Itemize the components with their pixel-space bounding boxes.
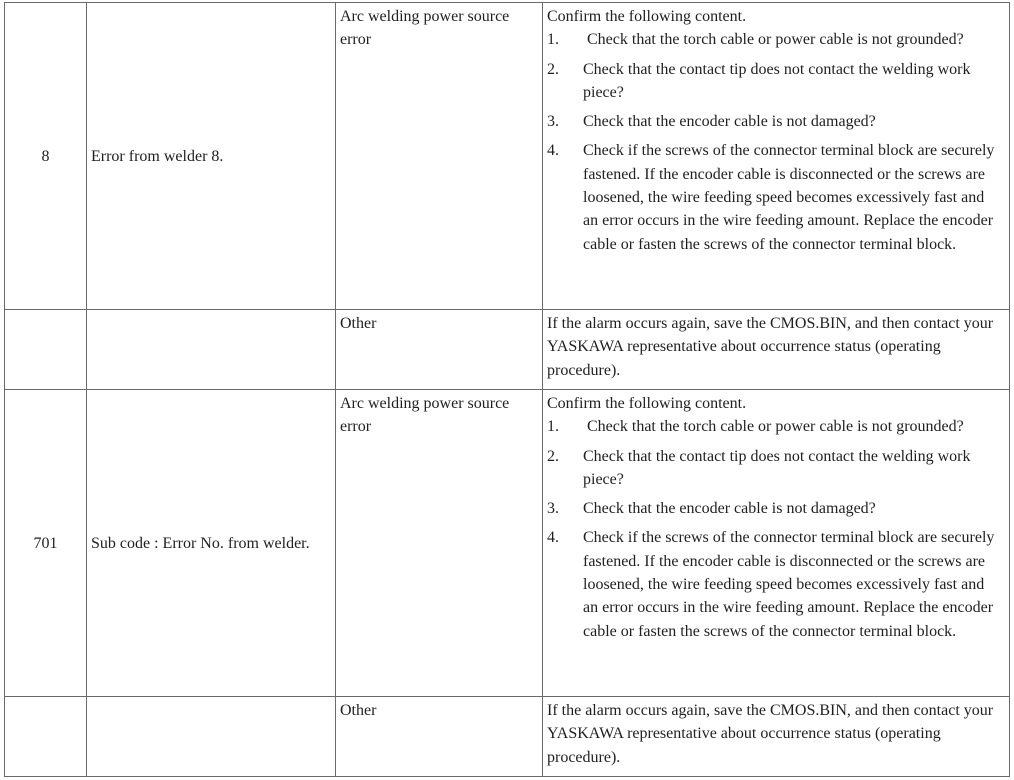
cause-text: Arc welding power source error bbox=[340, 8, 510, 49]
item-number: 3. bbox=[547, 113, 559, 131]
remedy-cell bbox=[543, 310, 1010, 390]
cause-cell bbox=[336, 390, 543, 697]
item-number: 4. bbox=[547, 529, 559, 547]
subcode-cell bbox=[5, 390, 87, 697]
table-row bbox=[5, 310, 1010, 390]
cause-text: Other bbox=[340, 315, 377, 332]
table-row bbox=[5, 3, 1010, 310]
list-item bbox=[547, 526, 1005, 642]
list-item bbox=[547, 28, 1005, 51]
cause-text: Other bbox=[340, 702, 377, 719]
subcode-cell bbox=[5, 3, 87, 310]
meaning-cell bbox=[87, 390, 336, 697]
list-item bbox=[547, 445, 1005, 492]
meaning-cell bbox=[87, 3, 336, 310]
table-row bbox=[5, 697, 1010, 777]
alarm-table bbox=[4, 2, 1010, 777]
item-text: Check if the screws of the connector terminal block are securely fastened. If the encoder cable is disconnected or the screws are loosened, the wire feeding speed becomes excessively fast and an error occurs in the wire feeding amount. Replace the encoder cable or fasten the screws of the connector terminal block. bbox=[583, 529, 995, 640]
list-item bbox=[547, 58, 1005, 105]
remedy-text: If the alarm occurs again, save the CMOS.BIN, and then contact your YASKAWA representative about occurrence status (operating procedure). bbox=[547, 315, 994, 379]
item-number: 3. bbox=[547, 500, 559, 518]
list-item bbox=[547, 497, 1005, 520]
item-text: Check that the contact tip does not contact the welding work piece? bbox=[583, 447, 971, 488]
subcode-value: 8 bbox=[41, 148, 50, 166]
remedy-text: If the alarm occurs again, save the CMOS.BIN, and then contact your YASKAWA representative about occurrence status (operating procedure). bbox=[547, 702, 994, 766]
cause-cell bbox=[336, 697, 543, 777]
item-text: Check that the contact tip does not contact the welding work piece? bbox=[583, 60, 971, 101]
remedy-cell bbox=[543, 390, 1010, 697]
item-text: Check that the torch cable or power cable is not grounded? bbox=[587, 31, 964, 49]
check-list bbox=[543, 415, 1009, 643]
item-number: 2. bbox=[547, 447, 559, 465]
item-text: Check that the encoder cable is not damaged? bbox=[583, 113, 876, 131]
cause-cell bbox=[336, 3, 543, 310]
meaning-cell bbox=[87, 310, 336, 390]
remedy-intro: Confirm the following content. bbox=[547, 395, 747, 412]
item-number: 1. bbox=[547, 31, 559, 49]
item-text: Check if the screws of the connector terminal block are securely fastened. If the encoder cable is disconnected or the screws are loosened, the wire feeding speed becomes excessively fast and an error occurs in the wire feeding amount. Replace the encoder cable or fasten the screws of the connector terminal block. bbox=[583, 142, 995, 253]
subcode-cell bbox=[5, 697, 87, 777]
meaning-text: Error from welder 8. bbox=[91, 148, 224, 166]
item-text: Check that the torch cable or power cable is not grounded? bbox=[587, 418, 964, 436]
meaning-cell bbox=[87, 697, 336, 777]
list-item bbox=[547, 415, 1005, 438]
meaning-text: Sub code : Error No. from welder. bbox=[91, 535, 310, 553]
remedy-cell bbox=[543, 697, 1010, 777]
item-number: 1. bbox=[547, 418, 559, 436]
cause-text: Arc welding power source error bbox=[340, 395, 510, 436]
subcode-value: 701 bbox=[33, 535, 58, 553]
subcode-cell bbox=[5, 310, 87, 390]
item-number: 2. bbox=[547, 60, 559, 78]
remedy-intro: Confirm the following content. bbox=[547, 8, 747, 25]
item-number: 4. bbox=[547, 142, 559, 160]
check-list bbox=[543, 28, 1009, 256]
list-item bbox=[547, 110, 1005, 133]
cause-cell bbox=[336, 310, 543, 390]
remedy-cell bbox=[543, 3, 1010, 310]
item-text: Check that the encoder cable is not damaged? bbox=[583, 500, 876, 518]
table-row bbox=[5, 390, 1010, 697]
list-item bbox=[547, 139, 1005, 255]
